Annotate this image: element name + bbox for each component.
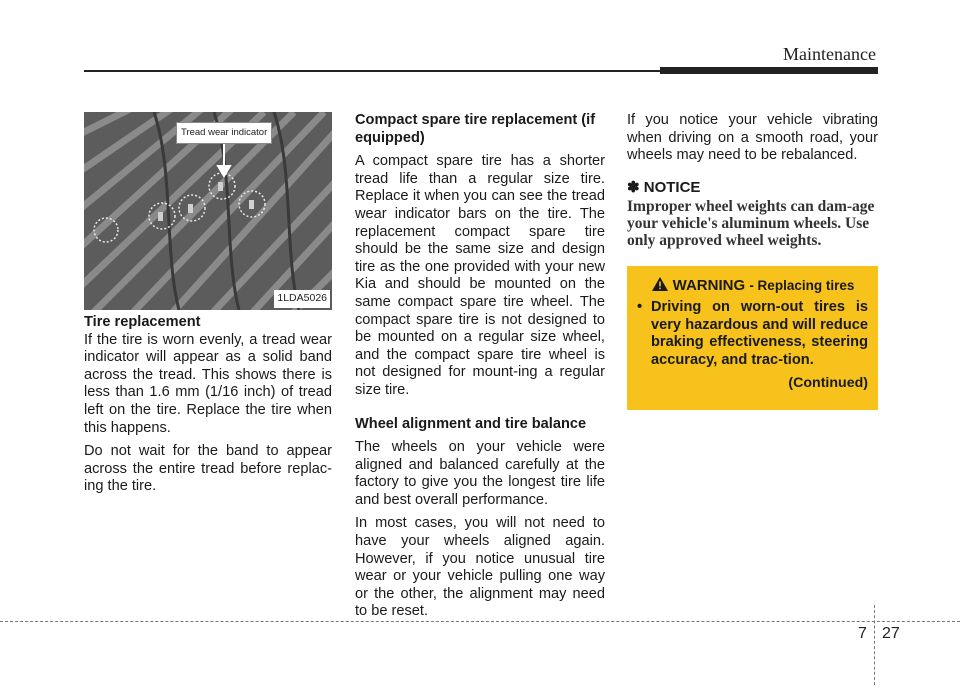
bullet: • <box>637 299 643 315</box>
warning-subtitle: - Replacing tires <box>749 278 855 293</box>
paragraph: If the tire is worn evenly, a tread wear indicator will appear as a solid band across the tread. This shows there is less than 1.6 mm (1/16 inch) of tread left on the tire. Replace the tire when this happens. <box>84 331 332 436</box>
paragraph: Do not wait for the band to appear across the entire tread before replac-ing the tire. <box>84 443 332 495</box>
header-rule <box>84 70 660 72</box>
column-left <box>84 112 332 502</box>
warning-box <box>627 266 878 410</box>
warning-header <box>637 276 868 295</box>
warning-title: WARNING <box>672 277 746 294</box>
paragraph: A compact spare tire has a shorter tread life than a regular size tire. Replace it when you can see the tread wear indicator bars on the tire. The replacement compact spare tire should be the same size and design tire as the one provided with your new Kia and should be mounted on the same compact spare tire wheel. The compact spare tire is not designed to be mounted on a regular size wheel, and the compact spare tire wheel is not designed for mount-ing a regular size tire. <box>355 153 605 398</box>
paragraph: If you notice your vehicle vibrating when driving on a smooth road, your wheels may need to be rebalanced. <box>627 112 878 164</box>
heading-tire-replacement: Tire replacement <box>84 314 201 330</box>
notice-title: ✽ NOTICE <box>627 178 701 196</box>
header-rule-accent <box>660 67 878 74</box>
footer-rule <box>0 621 960 622</box>
column-middle <box>355 112 605 627</box>
warning-triangle-icon <box>651 276 669 292</box>
figure-code: 1LDA5026 <box>274 290 330 308</box>
column-right <box>627 112 878 255</box>
section-title: Maintenance <box>783 44 876 64</box>
notice-body: Improper wheel weights can dam-age your vehicle's aluminum wheels. Use only approved wheel weights. <box>627 198 875 250</box>
tire-tread-figure <box>84 112 332 310</box>
page-number: 27 <box>882 625 900 642</box>
warning-item <box>637 299 868 369</box>
paragraph: In most cases, you will not need to have your wheels aligned again. However, if you notice unusual tire wear or your vehicle pulling one way or the other, the alignment may need to be reset. <box>355 515 605 620</box>
warning-item-text: Driving on worn-out tires is very hazardous and will reduce braking effectiveness, steering accuracy, and trac-tion. <box>651 299 868 368</box>
continued-label: (Continued) <box>788 375 868 392</box>
chapter-number: 7 <box>858 625 867 642</box>
heading-compact-spare: Compact spare tire replacement (if equipped) <box>355 112 596 146</box>
paragraph: The wheels on your vehicle were aligned and balanced carefully at the factory to give you the longest tire life and best overall performance. <box>355 439 605 508</box>
figure-callout: Tread wear indicator <box>176 122 272 144</box>
heading-wheel-alignment: Wheel alignment and tire balance <box>355 415 587 432</box>
footer-divider <box>874 605 875 685</box>
